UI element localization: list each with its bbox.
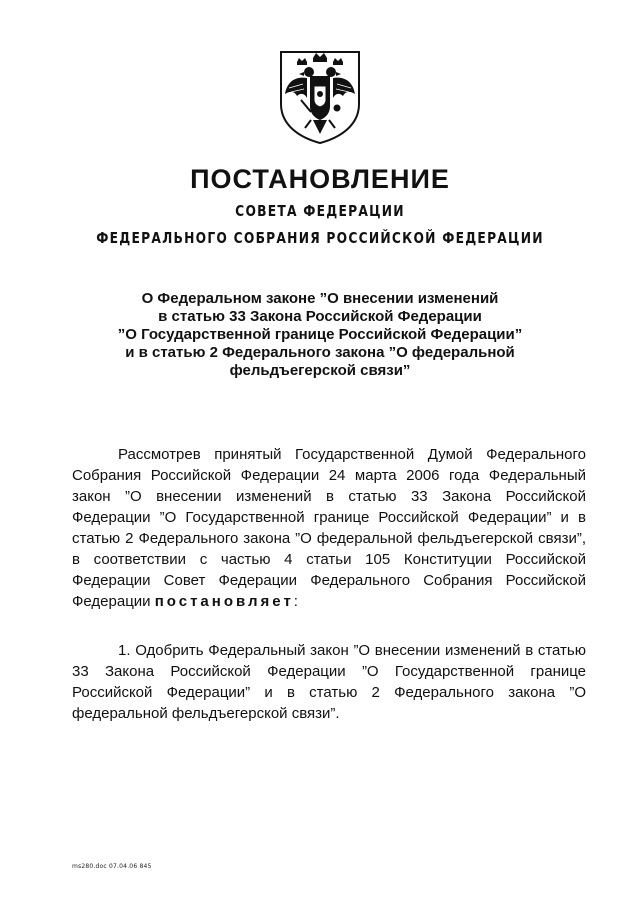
issuing-body-line1: СОВЕТА ФЕДЕРАЦИИ bbox=[235, 202, 405, 220]
law-title bbox=[60, 290, 580, 380]
resolves-keyword: постановляет bbox=[154, 593, 294, 610]
issuing-body-line2: ФЕДЕРАЛЬНОГО СОБРАНИЯ РОССИЙСКОЙ ФЕДЕРАЦИИ bbox=[96, 229, 544, 247]
law-title-line: в статью 33 Закона Российской Федерации bbox=[158, 308, 482, 325]
law-title-line: ”О Государственной границе Российской Федерации” bbox=[117, 326, 523, 343]
law-title-line: и в статью 2 Федерального закона ”О федеральной bbox=[125, 344, 515, 361]
resolution-item-1 bbox=[72, 640, 586, 724]
coat-of-arms-icon bbox=[277, 48, 363, 146]
resolves-colon: : bbox=[293, 593, 298, 610]
file-info-footer: ms280.doc 07.04.06 845 bbox=[72, 863, 152, 870]
law-title-line: О Федеральном законе ”О внесении изменений bbox=[141, 290, 499, 307]
resolution-text: 1. Одобрить Федеральный закон ”О внесении изменений в статью 33 Закона Российской Федерации ”О Государственной границе Российской Федерации” и в статью 2 Федерального закона ”О федеральной фельдъегерской связи”. bbox=[72, 642, 586, 722]
preamble-text bbox=[72, 444, 586, 612]
preamble-body: Рассмотрев принятый Государственной Думой Федерального Собрания Российской Федерации 24 марта 2006 года Федеральный закон ”О внесении изменений в статью 33 Закона Российской Федерации ”О Государственной границе Российской Федерации” и в статью 2 Федерального закона ”О федеральной фельдъегерской связи”, в соответствии с частью 4 статьи 105 Конституции Российской Федерации Совет Федерации Федерального Собрания Российской Федерации bbox=[72, 446, 586, 610]
preamble-paragraph bbox=[72, 444, 586, 612]
law-title-line: фельдъегерской связи” bbox=[229, 362, 411, 379]
document-title: ПОСТАНОВЛЕНИЕ bbox=[190, 164, 450, 194]
